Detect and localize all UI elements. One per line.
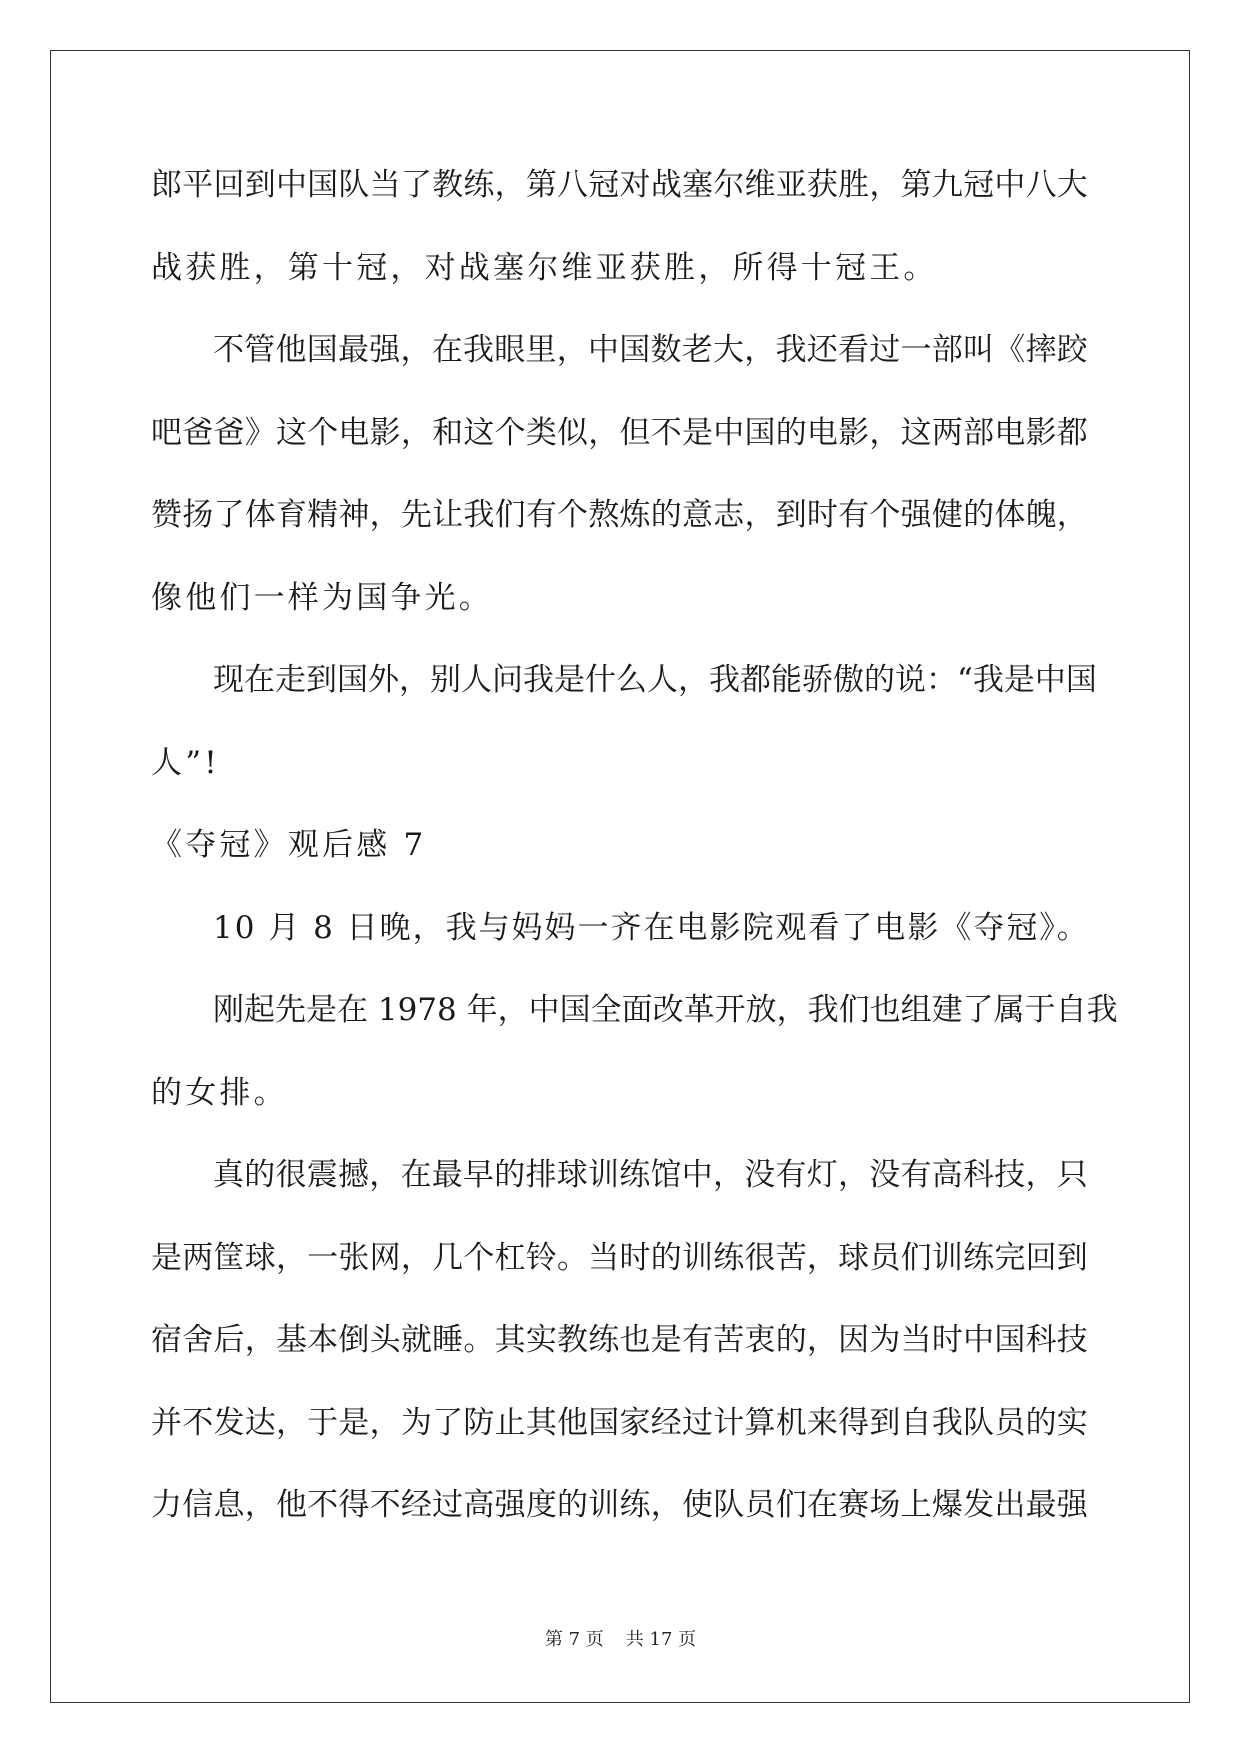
page-number: 第 7 页 — [544, 1629, 604, 1650]
text-line: 10 月 8 日晚，我与妈妈一齐在电影院观看了电影《夺冠》。 — [213, 909, 1090, 946]
text-line: 战获胜，第十冠，对战塞尔维亚获胜，所得十冠王。 — [151, 249, 938, 286]
text-line: 人”! — [151, 744, 220, 781]
text-line: 现在走到国外，别人问我是什么人，我都能骄傲的说：“我是中国 — [213, 662, 1097, 698]
text-line: 是两筐球，一张网，几个杠铃。当时的训练很苦，球员们训练完回到 — [151, 1239, 1089, 1276]
text-line: 宿舍后，基本倒头就睡。其实教练也是有苦衷的，因为当时中国科技 — [151, 1322, 1089, 1358]
page-total: 共 17 页 — [625, 1629, 697, 1650]
text-line: 并不发达，于是，为了防止其他国家经过计算机来得到自我队员的实 — [151, 1404, 1089, 1441]
text-line: 不管他国最强，在我眼里，中国数老大，我还看过一部叫《摔跤 — [213, 332, 1089, 368]
text-line: 赞扬了体育精神，先让我们有个熬炼的意志，到时有个强健的体魄， — [151, 497, 1089, 533]
text-line: 郎平回到中国队当了教练，第八冠对战塞尔维亚获胜，第九冠中八大 — [151, 167, 1089, 203]
text-line: 的女排。 — [151, 1074, 288, 1111]
text-line: 像他们一样为国争光。 — [151, 579, 493, 616]
text-line: 刚起先是在 1978 年，中国全面改革开放，我们也组建了属于自我 — [213, 992, 1118, 1028]
document-body — [151, 155, 1118, 1558]
page-footer — [0, 1628, 1241, 1652]
text-line: 真的很震撼，在最早的排球训练馆中，没有灯，没有高科技，只 — [213, 1157, 1089, 1193]
text-line: 吧爸爸》这个电影，和这个类似，但不是中国的电影，这两部电影都 — [151, 414, 1089, 451]
text-line: 力信息，他不得不经过高强度的训练，使队员们在赛场上爆发出最强 — [151, 1487, 1089, 1523]
section-heading: 《夺冠》观后感 7 — [151, 827, 427, 863]
